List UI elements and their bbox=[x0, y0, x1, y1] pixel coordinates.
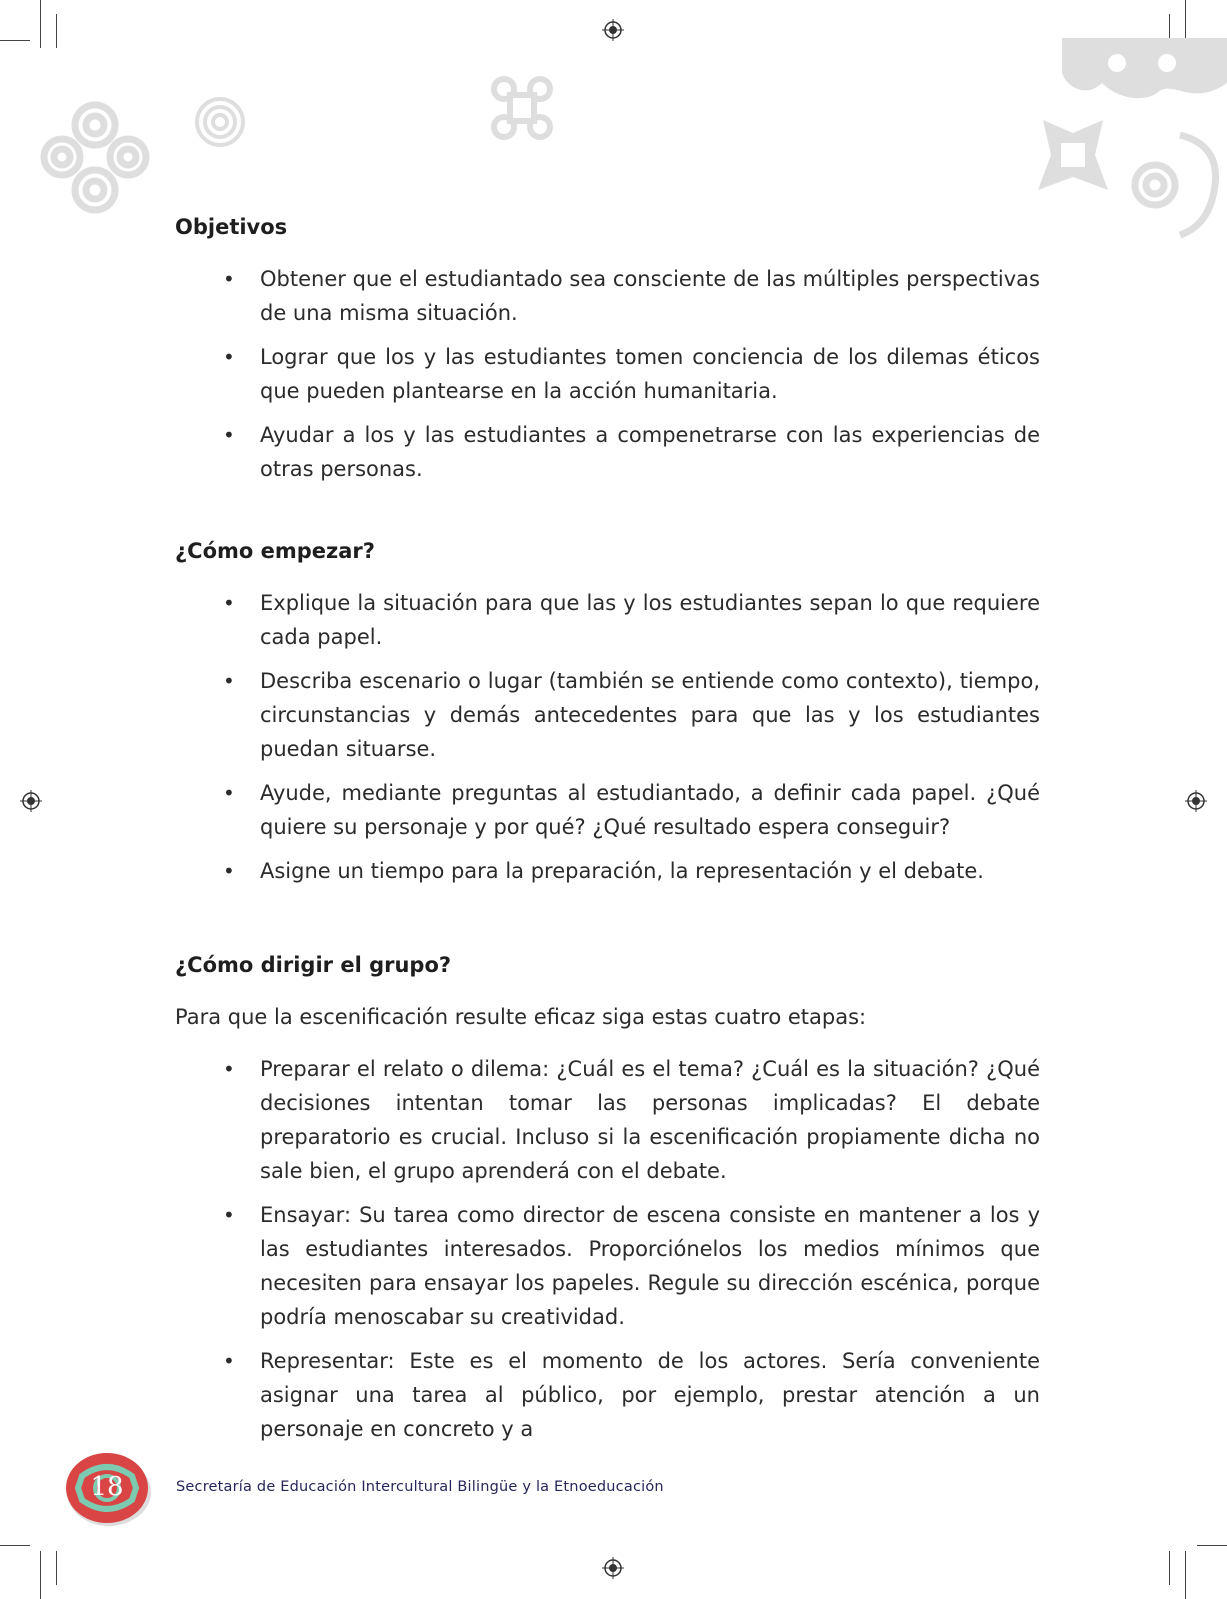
list-item-text: Representar: Este es el momento de los actores. Sería conveniente asignar una tarea al público, por ejemplo, prestar atención a un personaje en concreto y a bbox=[260, 1349, 1040, 1441]
list-item-text: Lograr que los y las estudiantes tomen conciencia de los dilemas éticos que pueden plantearse en la acción humanitaria. bbox=[260, 345, 1040, 403]
concentric-circle-ornament bbox=[194, 96, 246, 148]
bullet-icon: • bbox=[223, 859, 235, 883]
crop-mark-top-left-h bbox=[0, 40, 30, 41]
crop-mark-bottom-right-v bbox=[1169, 1551, 1170, 1585]
crop-mark-bottom-left-v2 bbox=[56, 1551, 57, 1585]
crop-mark-bottom-left-h bbox=[0, 1545, 30, 1546]
crop-mark-top-left-v2 bbox=[56, 14, 57, 48]
crop-mark-bottom-right-h bbox=[1197, 1545, 1227, 1546]
main-content bbox=[175, 210, 1040, 1456]
spiral-cluster-ornament bbox=[40, 95, 150, 220]
star-frame-ornament bbox=[1033, 115, 1113, 195]
objetivos-list bbox=[175, 262, 1040, 486]
mask-ornament bbox=[1062, 38, 1227, 103]
bullet-icon: • bbox=[223, 1203, 235, 1227]
page-number: 18 bbox=[90, 1472, 124, 1502]
como-dirigir-list bbox=[175, 1052, 1040, 1446]
crop-mark-bottom-right-v2 bbox=[1185, 1551, 1186, 1599]
bullet-icon: • bbox=[223, 669, 235, 693]
bullet-icon: • bbox=[223, 781, 235, 805]
list-item bbox=[175, 262, 1040, 330]
spiral-edge-ornament bbox=[1120, 125, 1227, 240]
list-item bbox=[175, 418, 1040, 486]
list-item-text: Describa escenario o lugar (también se entiende como contexto), tiempo, circunstancias y demás antecedentes para que las y los estudiantes puedan situarse. bbox=[260, 669, 1040, 761]
list-item bbox=[175, 1052, 1040, 1188]
knot-ornament bbox=[490, 75, 554, 141]
section-intro: Para que la escenificación resulte eficaz siga estas cuatro etapas: bbox=[175, 1005, 867, 1029]
list-item bbox=[175, 1198, 1040, 1334]
list-item bbox=[175, 586, 1040, 654]
bullet-icon: • bbox=[223, 345, 235, 369]
bullet-icon: • bbox=[223, 1057, 235, 1081]
list-item bbox=[175, 854, 1040, 888]
footer-publisher-text: Secretaría de Educación Intercultural Bilingüe y la Etnoeducación bbox=[176, 1479, 664, 1495]
registration-mark-right bbox=[1185, 790, 1207, 812]
list-item bbox=[175, 1344, 1040, 1446]
como-empezar-list bbox=[175, 586, 1040, 888]
bullet-icon: • bbox=[223, 423, 235, 447]
registration-mark-top bbox=[602, 19, 624, 41]
section-heading-objetivos: Objetivos bbox=[175, 215, 288, 239]
list-item-text: Preparar el relato o dilema: ¿Cuál es el tema? ¿Cuál es la situación? ¿Qué decisiones intentan tomar las personas implicadas? El debate preparatorio es crucial. Incluso si la escenificación propiamente dicha no sale bien, el grupo aprenderá con el debate. bbox=[260, 1057, 1040, 1183]
bullet-icon: • bbox=[223, 591, 235, 615]
list-item-text: Asigne un tiempo para la preparación, la representación y el debate. bbox=[260, 859, 984, 883]
list-item bbox=[175, 776, 1040, 844]
list-item-text: Ensayar: Su tarea como director de escena consiste en mantener a los y las estudiantes interesados. Proporciónelos los medios mínimos que necesiten para ensayar los papeles. Regule su dirección escénica, porque podría menoscabar su creatividad. bbox=[260, 1203, 1040, 1329]
section-heading-como-dirigir: ¿Cómo dirigir el grupo? bbox=[175, 953, 452, 977]
bullet-icon: • bbox=[223, 267, 235, 291]
list-item-text: Ayude, mediante preguntas al estudiantado, a definir cada papel. ¿Qué quiere su personaje y por qué? ¿Qué resultado espera conseguir? bbox=[260, 781, 1040, 839]
list-item bbox=[175, 664, 1040, 766]
list-item-text: Explique la situación para que las y los estudiantes sepan lo que requiere cada papel. bbox=[260, 591, 1040, 649]
crop-mark-top-left-v bbox=[40, 0, 41, 48]
list-item-text: Ayudar a los y las estudiantes a compenetrarse con las experiencias de otras personas. bbox=[260, 423, 1040, 481]
list-item-text: Obtener que el estudiantado sea consciente de las múltiples perspectivas de una misma situación. bbox=[260, 267, 1040, 325]
registration-mark-left bbox=[20, 790, 42, 812]
bullet-icon: • bbox=[223, 1349, 235, 1373]
crop-mark-bottom-left-v bbox=[40, 1551, 41, 1599]
section-heading-como-empezar: ¿Cómo empezar? bbox=[175, 539, 375, 563]
list-item bbox=[175, 340, 1040, 408]
registration-mark-bottom bbox=[602, 1557, 624, 1579]
